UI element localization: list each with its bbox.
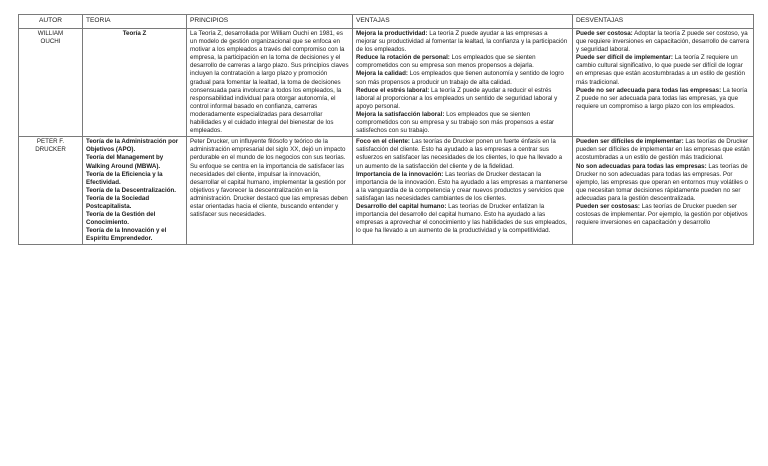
disadvantage-item bbox=[576, 54, 745, 85]
advantage-title: Importancia de la innovación: bbox=[356, 170, 444, 178]
advantage-item bbox=[356, 111, 554, 134]
advantage-text: Las teorías de Drucker ponen un fuerte énfasis en la satisfacción del cliente. Esto ha ayudado a las empresas a centrar sus esfuerzos en satisfacer las necesidades de los clientes, lo que ha llevado a un aumento de la satisfacción del cliente y de la fidelidad. bbox=[356, 138, 563, 170]
advantage-title: Desarrollo del capital humano: bbox=[356, 202, 447, 210]
theory-item: Teoría de la Descentralización. bbox=[86, 186, 176, 194]
disadvantages-cell bbox=[573, 137, 754, 245]
disadvantage-text: La teoría Z requiere un cambio cultural significativo, lo que puede ser difícil de lograr en empresas que están acostumbradas a un estilo de gestión más tradicional. bbox=[576, 54, 745, 86]
author-cell bbox=[19, 137, 83, 245]
theories-table bbox=[18, 14, 754, 245]
advantage-title: Foco en el cliente: bbox=[356, 138, 410, 146]
disadvantage-item bbox=[576, 203, 748, 226]
advantages-cell bbox=[353, 29, 573, 137]
advantage-item bbox=[356, 70, 564, 85]
theory-item: Teoría de la Eficiencia y la Efectividad. bbox=[86, 170, 163, 186]
theory-item: Teoría del Management by Walking Around (MBWA). bbox=[86, 154, 164, 170]
advantage-title: Reduce la rotación de personal: bbox=[356, 54, 450, 62]
author-line: DRUCKER bbox=[35, 146, 66, 154]
table-row bbox=[19, 29, 754, 137]
header-row bbox=[19, 15, 754, 29]
author-line: PETER F. bbox=[36, 138, 65, 146]
disadvantage-item bbox=[576, 87, 747, 110]
header-theory: TEORIA bbox=[83, 15, 187, 29]
theory-item: Teoría de la Innovación y el Espíritu Emprendedor. bbox=[86, 227, 167, 243]
header-author: AUTOR bbox=[19, 15, 83, 29]
disadvantage-item bbox=[576, 163, 748, 202]
advantage-title: Mejora la satisfacción laboral: bbox=[356, 110, 445, 118]
advantages-cell bbox=[353, 137, 573, 245]
advantage-item bbox=[356, 203, 567, 234]
disadvantage-title: Pueden ser costosas: bbox=[576, 202, 640, 210]
advantage-text: Los empleados que se sienten comprometidos con su empresa y su trabajo son más propensos a estar satisfechos con su trabajo. bbox=[356, 110, 555, 135]
author-line: OUCHI bbox=[40, 38, 61, 46]
advantage-text: La teoría Z puede ayudar a las empresas a mejorar su productividad al fomentar la lealtad, la confianza y la participación de los empleados. bbox=[356, 30, 568, 54]
theory-item: Teoría de la Administración por Objetivos (APO). bbox=[86, 138, 179, 154]
advantage-title: Mejora la calidad: bbox=[356, 70, 408, 78]
disadvantage-text: Las teorías de Drucker pueden ser costosas de implementar. Por ejemplo, la gestión por objetivos requiere inversiones en capacitación y desarrollo bbox=[576, 202, 748, 227]
disadvantage-item bbox=[576, 138, 750, 161]
theory-cell bbox=[83, 137, 187, 245]
advantage-title: Mejora la productividad: bbox=[356, 30, 428, 37]
theory-item: Teoría de la Gestión del Conocimiento. bbox=[86, 211, 156, 227]
principles-cell: Peter Drucker, un influyente filósofo y teórico de la administración empresarial del siglo XX, dejó un impacto perdurable en el mundo de los negocios con sus teorías. Su enfoque se centra en la importancia de satisfacer las necesidades del cliente, impulsar la innovación, desarrollar el capital humano, implementar la gestión por objetivos y favorecer la descentralización en la administración. Drucker destacó que las empresas deben estar orientadas hacia el cliente, buscando entender y satisfacer sus necesidades. bbox=[187, 137, 353, 245]
header-advantages: VENTAJAS bbox=[353, 15, 573, 29]
theory-item: Teoría Z bbox=[122, 30, 147, 37]
advantage-text: Los empleados que tienen autonomía y sentido de logro son más propensos a producir un trabajo de alta calidad. bbox=[356, 70, 564, 86]
advantage-text: Las teorías de Drucker enfatizan la importancia del desarrollo del capital humano. Esto ha ayudado a las empresas a aprovechar el conocimiento y las habilidades de sus empleados, lo que ha llevado a un aumento de la productividad y la competitividad. bbox=[356, 202, 567, 235]
advantage-title: Reduce el estrés laboral: bbox=[356, 86, 430, 94]
disadvantage-title: Puede ser difícil de implementar: bbox=[576, 54, 673, 62]
advantage-item bbox=[356, 87, 557, 110]
author-line: WILLIAM bbox=[37, 30, 64, 37]
advantage-item bbox=[356, 171, 568, 202]
disadvantage-item bbox=[576, 30, 749, 53]
disadvantage-text: Las teorías de Drucker no son adecuadas para todas las empresas. Por ejemplo, las empresas que operan en entornos muy volátiles o que necesitan tomar decisiones rápidamente pueden no ser adecuadas para la gestión descentralizada. bbox=[576, 162, 748, 202]
advantage-text: La teoría Z puede ayudar a reducir el estrés laboral al proporcionar a los empleados un sentido de seguridad laboral y apoyo personal. bbox=[356, 86, 558, 110]
advantage-item bbox=[356, 54, 536, 69]
disadvantage-title: Puede ser costosa: bbox=[576, 30, 633, 37]
theory-item: Teoría de la Sociedad Postcapitalista. bbox=[86, 194, 150, 210]
disadvantage-text: La teoría Z puede no ser adecuada para todas las empresas, ya que requiere un compromiso a largo plazo con los empleados. bbox=[576, 86, 748, 110]
disadvantages-cell bbox=[573, 29, 754, 137]
advantage-item bbox=[356, 138, 562, 169]
principles-cell: La Teoría Z, desarrollada por William Ouchi en 1981, es un modelo de gestión organizacional que se enfoca en motivar a los empleados a través del compromiso con la empresa, la participación en la toma de decisiones y el desarrollo de carreras a largo plazo. Sus principios claves incluyen la contratación a largo plazo y promoción gradual para fomentar la lealtad, la toma de decisiones consensuada para involucrar a todos los empleados, la responsabilidad individual para otorgar autonomía, el control informal basado en confianza, carreras moderadamente especializadas para desarrollar habilidades y el cuidado integral del bienestar de los empleados. bbox=[187, 29, 353, 137]
disadvantage-title: Pueden ser difíciles de implementar: bbox=[576, 138, 684, 146]
theory-cell bbox=[83, 29, 187, 137]
disadvantage-text: Las teorías de Drucker pueden ser difíciles de implementar en las empresas que están acostumbradas a un estilo de gestión más tradicional. bbox=[576, 138, 750, 162]
advantage-text: Los empleados que se sienten comprometidos con su empresa son menos propensos a dejarla. bbox=[356, 54, 536, 70]
table-row bbox=[19, 137, 754, 245]
advantage-item bbox=[356, 30, 567, 53]
header-disadvantages: DESVENTAJAS bbox=[573, 15, 754, 29]
author-cell bbox=[19, 29, 83, 137]
disadvantage-title: Puede no ser adecuada para todas las empresas: bbox=[576, 86, 722, 94]
advantage-text: Las teorías de Drucker destacan la importancia de la innovación. Esto ha ayudado a las empresas a mantenerse a la vanguardia de la competencia y crear nuevos productos y servicios que satisfagan las necesidades cambiantes de los clientes. bbox=[356, 170, 568, 202]
header-principles: PRINCIPIOS bbox=[187, 15, 353, 29]
disadvantage-text: Adoptar la teoría Z puede ser costoso, ya que requiere inversiones en capacitación, desarrollo de carrera y seguridad laboral. bbox=[576, 30, 750, 54]
disadvantage-title: No son adecuadas para todas las empresas: bbox=[576, 162, 707, 170]
